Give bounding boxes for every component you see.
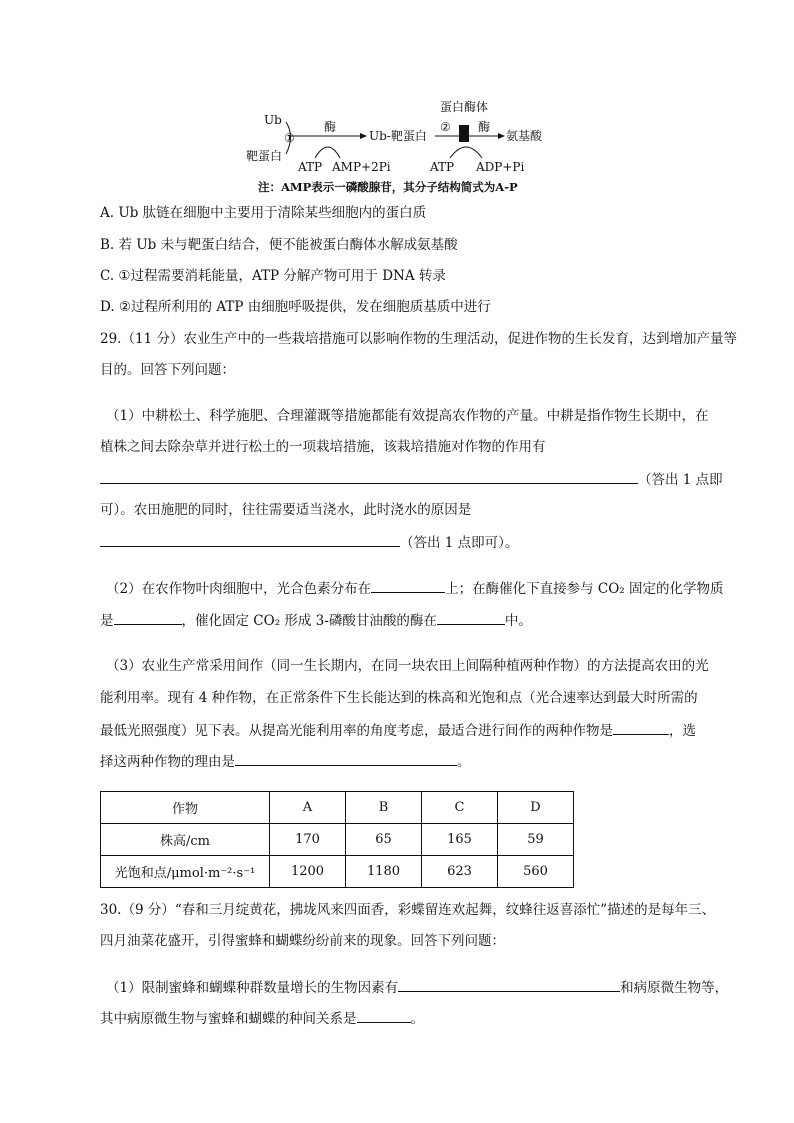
proteasome-label: 蛋白酶体 — [440, 100, 489, 114]
table-cell: 65 — [346, 824, 422, 856]
table-header-cell: 作物 — [101, 792, 270, 824]
q29-part1-line1: （1）中耕松土、科学施肥、合理灌溉等措施都能有效提高农作物的产量。中耕是指作物生长期中，在 — [106, 408, 709, 424]
answer-blank[interactable] — [357, 1007, 411, 1023]
table-header-cell: B — [346, 792, 422, 824]
answer-blank[interactable] — [398, 976, 620, 992]
answer-blank[interactable] — [100, 531, 400, 547]
table-cell: 165 — [422, 824, 498, 856]
answer-blank[interactable] — [371, 577, 445, 593]
q29-part2-line2: 是 ，催化固定 CO₂ 形成 3-磷酸甘油酸的酶在 中。 — [100, 609, 532, 631]
option-b: B. 若 Ub 未与靶蛋白结合，便不能被蛋白酶体水解成氨基酸 — [100, 237, 458, 253]
figure-note: 注：AMP表示一磷酸腺苷，其分子结构简式为A-P — [258, 180, 518, 194]
arrowhead-2 — [498, 133, 505, 139]
atp-curve-1 — [315, 147, 340, 158]
q29-intro-2: 目的。回答下列问题： — [100, 362, 235, 378]
q29-part1-line4: 可）。农田施肥的同时，往往需要适当浇水，此时浇水的原因是 — [100, 502, 472, 518]
table-cell: 170 — [270, 824, 346, 856]
q29-part2-line1: （2）在农作物叶肉细胞中，光合色素分布在 上；在酶催化下直接参与 CO₂ 固定的化学物质 — [106, 577, 724, 599]
atp-curve-2 — [450, 147, 482, 158]
q29-part3-line4: 择这两种作物的理由是 。 — [100, 750, 471, 772]
table-header-cell: D — [498, 792, 574, 824]
enzyme2-label: 酶 — [478, 120, 491, 134]
enzyme1-label: 酶 — [324, 120, 337, 134]
ubiquitin-pathway-diagram — [240, 98, 560, 198]
proteasome-block — [459, 125, 469, 142]
atp2-label: ATP — [430, 160, 455, 174]
table-cell: 1180 — [346, 856, 422, 888]
table-row — [101, 856, 574, 888]
amp-label: AMP+2Pi — [332, 160, 391, 174]
table-cell: 1200 — [270, 856, 346, 888]
table-cell: 株高/cm — [101, 824, 270, 856]
q29-part1-line2: 植株之间去除杂草并进行松土的一项栽培措施，该栽培措施对作物的作用有 — [100, 439, 546, 455]
table-cell: 59 — [498, 824, 574, 856]
ub-target-complex-label: Ub-靶蛋白 — [369, 129, 427, 143]
step1-marker: ① — [284, 131, 295, 145]
table-cell: 光饱和点/μmol·m⁻²·s⁻¹ — [101, 856, 270, 888]
arrowhead-1 — [360, 133, 367, 139]
target-protein-label: 靶蛋白 — [246, 149, 283, 163]
ub-label: Ub — [264, 113, 282, 127]
q29-part3-line2: 能利用率。现有 4 种作物，在正常条件下生长能达到的株高和光饱和点（光合速率达到最大时所需的 — [100, 690, 698, 706]
q29-intro-1: 29.（11 分）农业生产中的一些栽培措施可以影响作物的生理活动，促进作物的生长发育，达到增加产量等 — [100, 331, 737, 347]
adp-label: ADP+Pi — [476, 160, 525, 174]
option-a: A. Ub 肽链在细胞中主要用于清除某些细胞内的蛋白质 — [100, 205, 427, 221]
answer-blank[interactable] — [235, 750, 457, 766]
table-header-row — [101, 792, 574, 824]
table-cell: 560 — [498, 856, 574, 888]
answer-blank[interactable] — [613, 719, 669, 735]
crop-data-table — [100, 791, 574, 888]
answer-blank[interactable] — [437, 609, 505, 625]
q30-part1-line2: 其中病原微生物与蜜蜂和蝴蝶的种间关系是 。 — [100, 1007, 424, 1029]
atp1-label: ATP — [298, 160, 323, 174]
step2-marker: ② — [440, 120, 451, 134]
table-cell: 623 — [422, 856, 498, 888]
answer-blank[interactable] — [100, 468, 638, 484]
q29-part3-line3: 最低光照强度）见下表。从提高光能利用率的角度考虑，最适合进行间作的两种作物是 ，选 — [100, 719, 696, 741]
answer-blank[interactable] — [114, 609, 182, 625]
table-row — [101, 824, 574, 856]
option-c: C. ①过程需要消耗能量，ATP 分解产物可用于 DNA 转录 — [100, 268, 446, 284]
q29-part1-line3: （答出 1 点即 — [100, 468, 723, 490]
q30-intro-2: 四月油菜花盛开，引得蜜蜂和蝴蝶纷纷前来的现象。回答下列问题： — [100, 933, 505, 949]
table-header-cell: A — [270, 792, 346, 824]
table-header-cell: C — [422, 792, 498, 824]
amino-acid-label: 氨基酸 — [506, 129, 543, 143]
q29-part1-line5: （答出 1 点即可）。 — [100, 531, 518, 553]
option-d: D. ②过程所利用的 ATP 由细胞呼吸提供，发在细胞质基质中进行 — [100, 299, 491, 315]
q30-part1-line1: （1）限制蜜蜂和蝴蝶种群数量增长的生物因素有 和病原微生物等， — [106, 976, 728, 998]
q30-intro-1: 30.（9 分）“春和三月绽黄花，拂垅风来四面香，彩蝶留连欢起舞，纹蜂往返喜添忙”描述的是每年三、 — [100, 902, 716, 918]
q29-part3-line1: （3）农业生产常采用间作（同一生长期内，在同一块农田上间隔种植两种作物）的方法提高农田的光 — [106, 658, 709, 674]
